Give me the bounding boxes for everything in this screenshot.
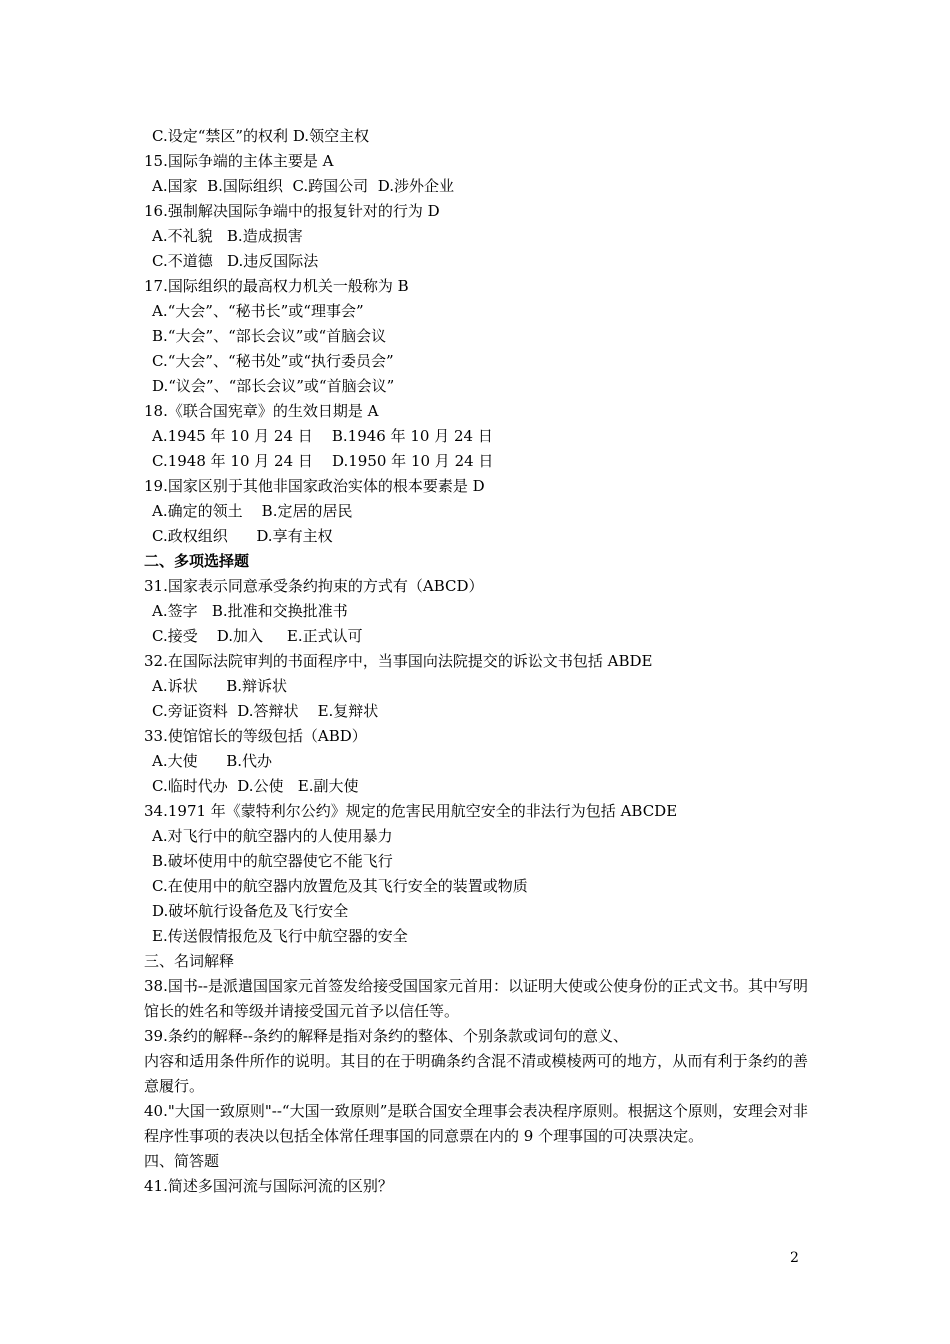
answer-options: C.不道德 D.违反国际法 bbox=[152, 252, 319, 270]
page-number: 2 bbox=[790, 1250, 799, 1266]
paragraph: 40."大国一致原则"--“大国一致原则”是联合国安全理事会表决程序原则。根据这个原则，安理会对非程序性事项的表决以包括全体常任理事国的同意票在内的 9 个理事国的可决票决定。 bbox=[144, 1102, 808, 1145]
answer-options: A.确定的领土 B.定居的居民 bbox=[152, 502, 353, 520]
answer-options: B.“大会”、“部长会议”或“首脑会议 bbox=[152, 327, 387, 345]
paragraph: 四、简答题 bbox=[144, 1152, 220, 1170]
answer-options: C.接受 D.加入 E.正式认可 bbox=[152, 627, 363, 645]
answer-options: A.大使 B.代办 bbox=[152, 752, 273, 770]
answer-options: A.“大会”、“秘书长”或“理事会” bbox=[152, 302, 364, 320]
answer-options: C.旁证资料 D.答辩状 E.复辩状 bbox=[152, 702, 379, 720]
question-text: 18.《联合国宪章》的生效日期是 A bbox=[144, 402, 379, 420]
answer-options: A.签字 B.批准和交换批准书 bbox=[152, 602, 348, 620]
question-text: 16.强制解决国际争端中的报复针对的行为 D bbox=[144, 202, 440, 220]
answer-options: C.政权组织 D.享有主权 bbox=[152, 527, 333, 545]
answer-options: A.对飞行中的航空器内的人使用暴力 bbox=[152, 827, 393, 845]
answer-options: D.破坏航行设备危及飞行安全 bbox=[152, 902, 349, 920]
paragraph: 38.国书--是派遣国国家元首签发给接受国国家元首用：以证明大使或公使身份的正式文书。其中写明馆长的姓名和等级并请接受国元首予以信任等。 bbox=[144, 977, 808, 1020]
question-text: 17.国际组织的最高权力机关一般称为 B bbox=[144, 277, 409, 295]
answer-options: E.传送假情报危及飞行中航空器的安全 bbox=[152, 927, 408, 945]
answer-options: A.诉状 B.辩诉状 bbox=[152, 677, 288, 695]
question-text: 34.1971 年《蒙特利尔公约》规定的危害民用航空安全的非法行为包括 ABCDE bbox=[144, 802, 678, 820]
question-text: 32.在国际法院审判的书面程序中，当事国向法院提交的诉讼文书包括 ABDE bbox=[144, 652, 653, 670]
answer-options: A.不礼貌 B.造成损害 bbox=[152, 227, 303, 245]
definitions-section bbox=[144, 974, 808, 1199]
paragraph: 内容和适用条件所作的说明。其目的在于明确条约含混不清或模棱两可的地方，从而有利于条约的善意履行。 bbox=[144, 1052, 808, 1095]
question-text: 33.使馆馆长的等级包括（ABD） bbox=[144, 727, 367, 745]
answer-options: A.国家 B.国际组织 C.跨国公司 D.涉外企业 bbox=[152, 177, 454, 195]
paragraph: 39.条约的解释--条约的解释是指对条约的整体、个别条款或词句的意义、 bbox=[144, 1027, 628, 1045]
answer-options: C.“大会”、“秘书处”或“执行委员会” bbox=[152, 352, 394, 370]
paragraph: 41.简述多国河流与国际河流的区别？ bbox=[144, 1177, 393, 1195]
answer-options: C.1948 年 10 月 24 日 D.1950 年 10 月 24 日 bbox=[152, 452, 494, 470]
answer-options: C.设定“禁区”的权利 D.领空主权 bbox=[152, 127, 370, 145]
question-text: 三、名词解释 bbox=[144, 952, 235, 970]
answer-options: A.1945 年 10 月 24 日 B.1946 年 10 月 24 日 bbox=[152, 427, 493, 445]
section-heading: 二、多项选择题 bbox=[144, 552, 250, 570]
question-text: 15.国际争端的主体主要是 A bbox=[144, 152, 334, 170]
question-text: 31.国家表示同意承受条约拘束的方式有（ABCD） bbox=[144, 577, 484, 595]
question-list bbox=[144, 124, 808, 974]
answer-options: C.在使用中的航空器内放置危及其飞行安全的装置或物质 bbox=[152, 877, 528, 895]
question-text: 19.国家区别于其他非国家政治实体的根本要素是 D bbox=[144, 477, 485, 495]
page-content bbox=[144, 124, 808, 1199]
answer-options: B.破坏使用中的航空器使它不能飞行 bbox=[152, 852, 393, 870]
answer-options: C.临时代办 D.公使 E.副大使 bbox=[152, 777, 359, 795]
answer-options: D.“议会”、“部长会议”或“首脑会议” bbox=[152, 377, 395, 395]
